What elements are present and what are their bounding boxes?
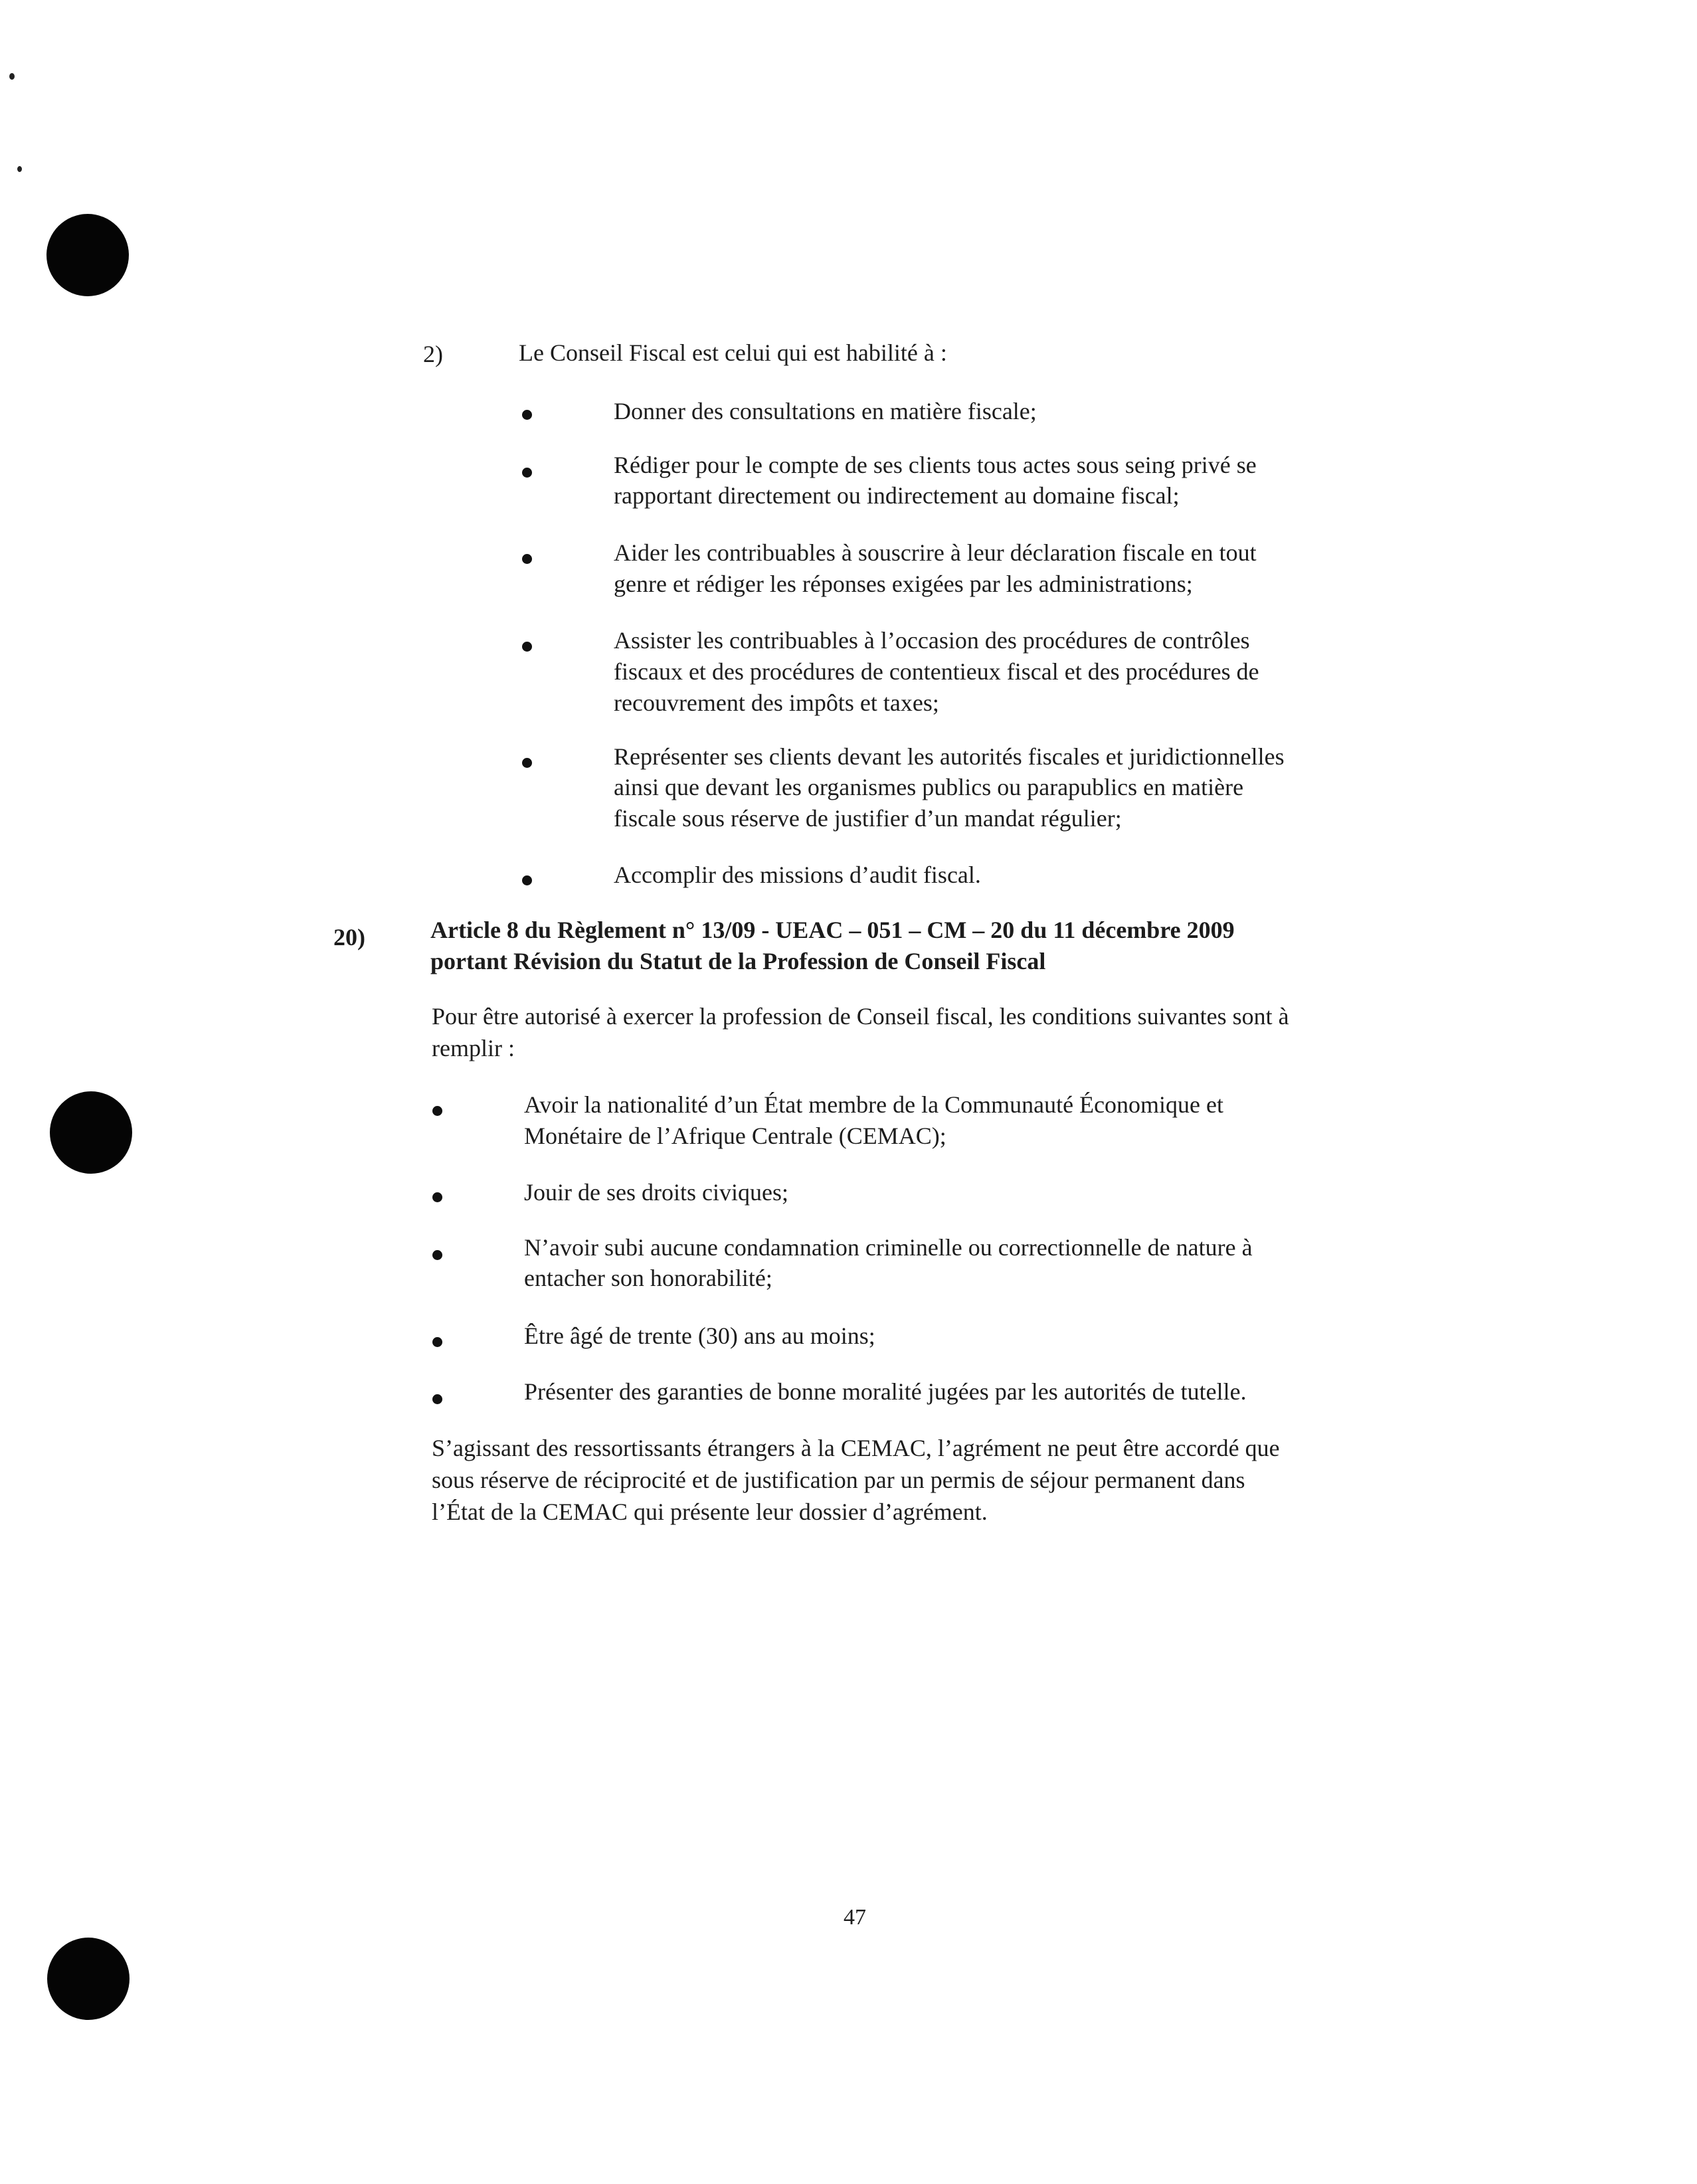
- list-item-line: Accomplir des missions d’audit fiscal.: [614, 862, 981, 888]
- page-number: 47: [844, 1905, 866, 1930]
- list-item-line: Rédiger pour le compte de ses clients tous actes sous seing privé se: [614, 452, 1257, 478]
- list-item-line: Assister les contribuables à l’occasion des procédures de contrôles: [614, 627, 1250, 654]
- condition-line: Être âgé de trente (30) ans au moins;: [524, 1322, 875, 1349]
- section-20-intro-line: Pour être autorisé à exercer la profession de Conseil fiscal, les conditions suivantes sont à: [432, 1003, 1289, 1030]
- bullet-icon: [522, 642, 532, 652]
- condition-line: Jouir de ses droits civiques;: [524, 1179, 788, 1206]
- bullet-icon: [432, 1337, 442, 1347]
- list-item-line: Représenter ses clients devant les autorités fiscales et juridictionnelles: [614, 743, 1285, 770]
- list-item-line: recouvrement des impôts et taxes;: [614, 689, 939, 716]
- punch-hole-top: [46, 214, 129, 296]
- bullet-icon: [432, 1394, 442, 1404]
- section-20-intro-line: remplir :: [432, 1035, 515, 1061]
- condition-line: entacher son honorabilité;: [524, 1265, 772, 1291]
- condition-line: Monétaire de l’Afrique Centrale (CEMAC);: [524, 1123, 946, 1149]
- section-2-number: 2): [423, 341, 443, 367]
- closing-paragraph-line: S’agissant des ressortissants étrangers à la CEMAC, l’agrément ne peut être accordé que: [432, 1435, 1280, 1461]
- bullet-icon: [522, 875, 532, 885]
- punch-hole-bottom: [47, 1938, 130, 2020]
- bullet-icon: [432, 1106, 442, 1116]
- scan-speck: [17, 166, 22, 172]
- bullet-icon: [432, 1250, 442, 1260]
- punch-hole-middle: [50, 1091, 132, 1174]
- section-20-heading-line: portant Révision du Statut de la Profession de Conseil Fiscal: [430, 948, 1046, 974]
- condition-line: Présenter des garanties de bonne moralité jugées par les autorités de tutelle.: [524, 1378, 1247, 1405]
- bullet-icon: [522, 468, 532, 478]
- bullet-icon: [522, 554, 532, 564]
- list-item-line: fiscale sous réserve de justifier d’un mandat régulier;: [614, 805, 1122, 832]
- closing-paragraph-line: sous réserve de réciprocité et de justification par un permis de séjour permanent dans: [432, 1467, 1245, 1493]
- list-item-line: genre et rédiger les réponses exigées par les administrations;: [614, 571, 1193, 597]
- bullet-icon: [522, 410, 532, 420]
- section-20-number: 20): [333, 924, 365, 951]
- list-item-line: fiscaux et des procédures de contentieux fiscal et des procédures de: [614, 658, 1259, 685]
- list-item-line: Donner des consultations en matière fiscale;: [614, 398, 1037, 424]
- condition-line: N’avoir subi aucune condamnation criminelle ou correctionnelle de nature à: [524, 1234, 1253, 1261]
- list-item-line: ainsi que devant les organismes publics ou parapublics en matière: [614, 774, 1244, 800]
- bullet-icon: [432, 1192, 442, 1202]
- scan-speck: [9, 73, 15, 80]
- section-2-intro: Le Conseil Fiscal est celui qui est habilité à :: [519, 339, 947, 366]
- list-item-line: rapportant directement ou indirectement au domaine fiscal;: [614, 482, 1180, 509]
- list-item-line: Aider les contribuables à souscrire à leur déclaration fiscale en tout: [614, 539, 1257, 566]
- section-20-heading-line: Article 8 du Règlement n° 13/09 - UEAC – 051 – CM – 20 du 11 décembre 2009: [430, 917, 1235, 943]
- closing-paragraph-line: l’État de la CEMAC qui présente leur dossier d’agrément.: [432, 1499, 988, 1525]
- condition-line: Avoir la nationalité d’un État membre de la Communauté Économique et: [524, 1091, 1224, 1118]
- bullet-icon: [522, 758, 532, 768]
